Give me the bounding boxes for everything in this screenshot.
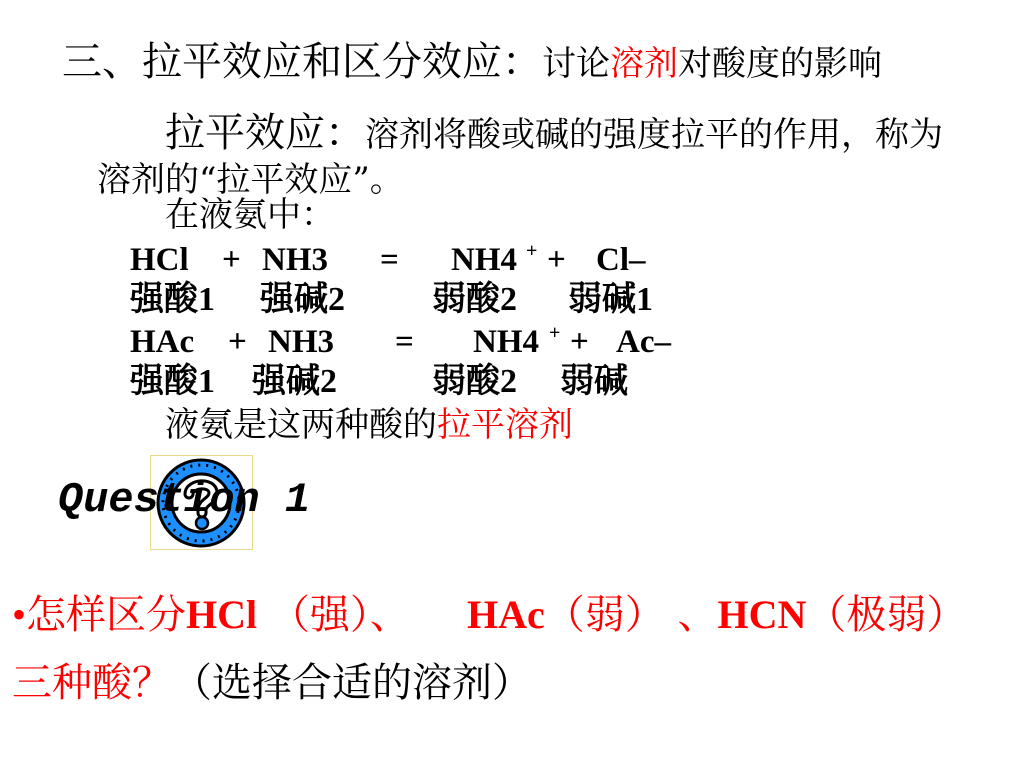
slide-heading [62,38,882,88]
conclusion [165,405,573,445]
heading-subtitle-highlight: 溶剂 [610,44,678,84]
label-weak-base: 弱碱 [560,363,628,400]
reactant-base: NH3 [262,242,328,278]
task-line-1a [12,591,410,639]
reaction-labels-hcl [0,280,1024,320]
task-line-2 [12,659,532,707]
reactant-acid: HAc [130,324,195,360]
label-strong-acid: 强酸1 [130,363,215,400]
charge-superscript: + [549,322,561,344]
plus-sign: + [570,324,589,360]
label-weak-base: 弱碱1 [568,281,653,318]
label-weak-acid: 弱酸2 [432,281,517,318]
label-strong-base: 强碱2 [260,281,345,318]
task-question: 三种酸？ [12,660,172,706]
task-hint: （选择合适的溶剂） [172,660,532,706]
plus-sign: + [222,242,241,278]
product-conjugate-base: Cl– [596,242,646,278]
reactant-base: NH3 [268,324,334,360]
acid-hcl-note: （强）、 [257,592,410,638]
task-line-1b [467,591,966,639]
reactant-acid: HCl [130,242,189,278]
question-label: Question 1 [58,476,311,524]
leveling-effect-definition-continued: 溶剂的“拉平效应”。 [97,160,404,200]
conclusion-highlight: 拉平溶剂 [437,405,573,445]
product-conjugate-acid: NH4 [473,324,539,360]
heading-subtitle-prefix: 讨论 [542,44,610,84]
leveling-effect-definition-text: 溶剂将酸或碱的强度拉平的作用，称为 [365,115,943,155]
charge-superscript: + [526,240,538,262]
conclusion-text: 液氨是这两种酸的 [165,405,437,445]
reaction-labels-hac [0,362,1024,402]
heading-subtitle-suffix: 对酸度的影响 [678,44,882,84]
acid-hcn-note: （极弱） [806,592,967,638]
label-strong-acid: 强酸1 [130,281,215,318]
acid-hcn: HCN [717,592,807,637]
acid-hac-note: （弱） 、 [544,592,718,638]
bullet: • [12,592,27,637]
acid-hac: HAc [467,592,545,637]
label-strong-base: 强碱2 [252,363,337,400]
equals-sign: = [380,242,399,278]
heading-title: 三、拉平效应和区分效应： [62,39,542,85]
reaction-equation-hac [0,322,1024,362]
plus-sign: + [228,324,247,360]
leveling-effect-definition [165,109,943,159]
product-conjugate-acid: NH4 [451,242,517,278]
equals-sign: = [395,324,414,360]
leveling-effect-term: 拉平效应： [165,110,365,156]
product-conjugate-base: Ac– [616,324,671,360]
task-lead: 怎样区分 [26,592,187,638]
label-weak-acid: 弱酸2 [432,363,517,400]
medium-intro: 在液氨中： [165,195,335,235]
reaction-equation-hcl [0,240,1024,280]
acid-hcl: HCl [186,592,258,637]
plus-sign: + [547,242,566,278]
